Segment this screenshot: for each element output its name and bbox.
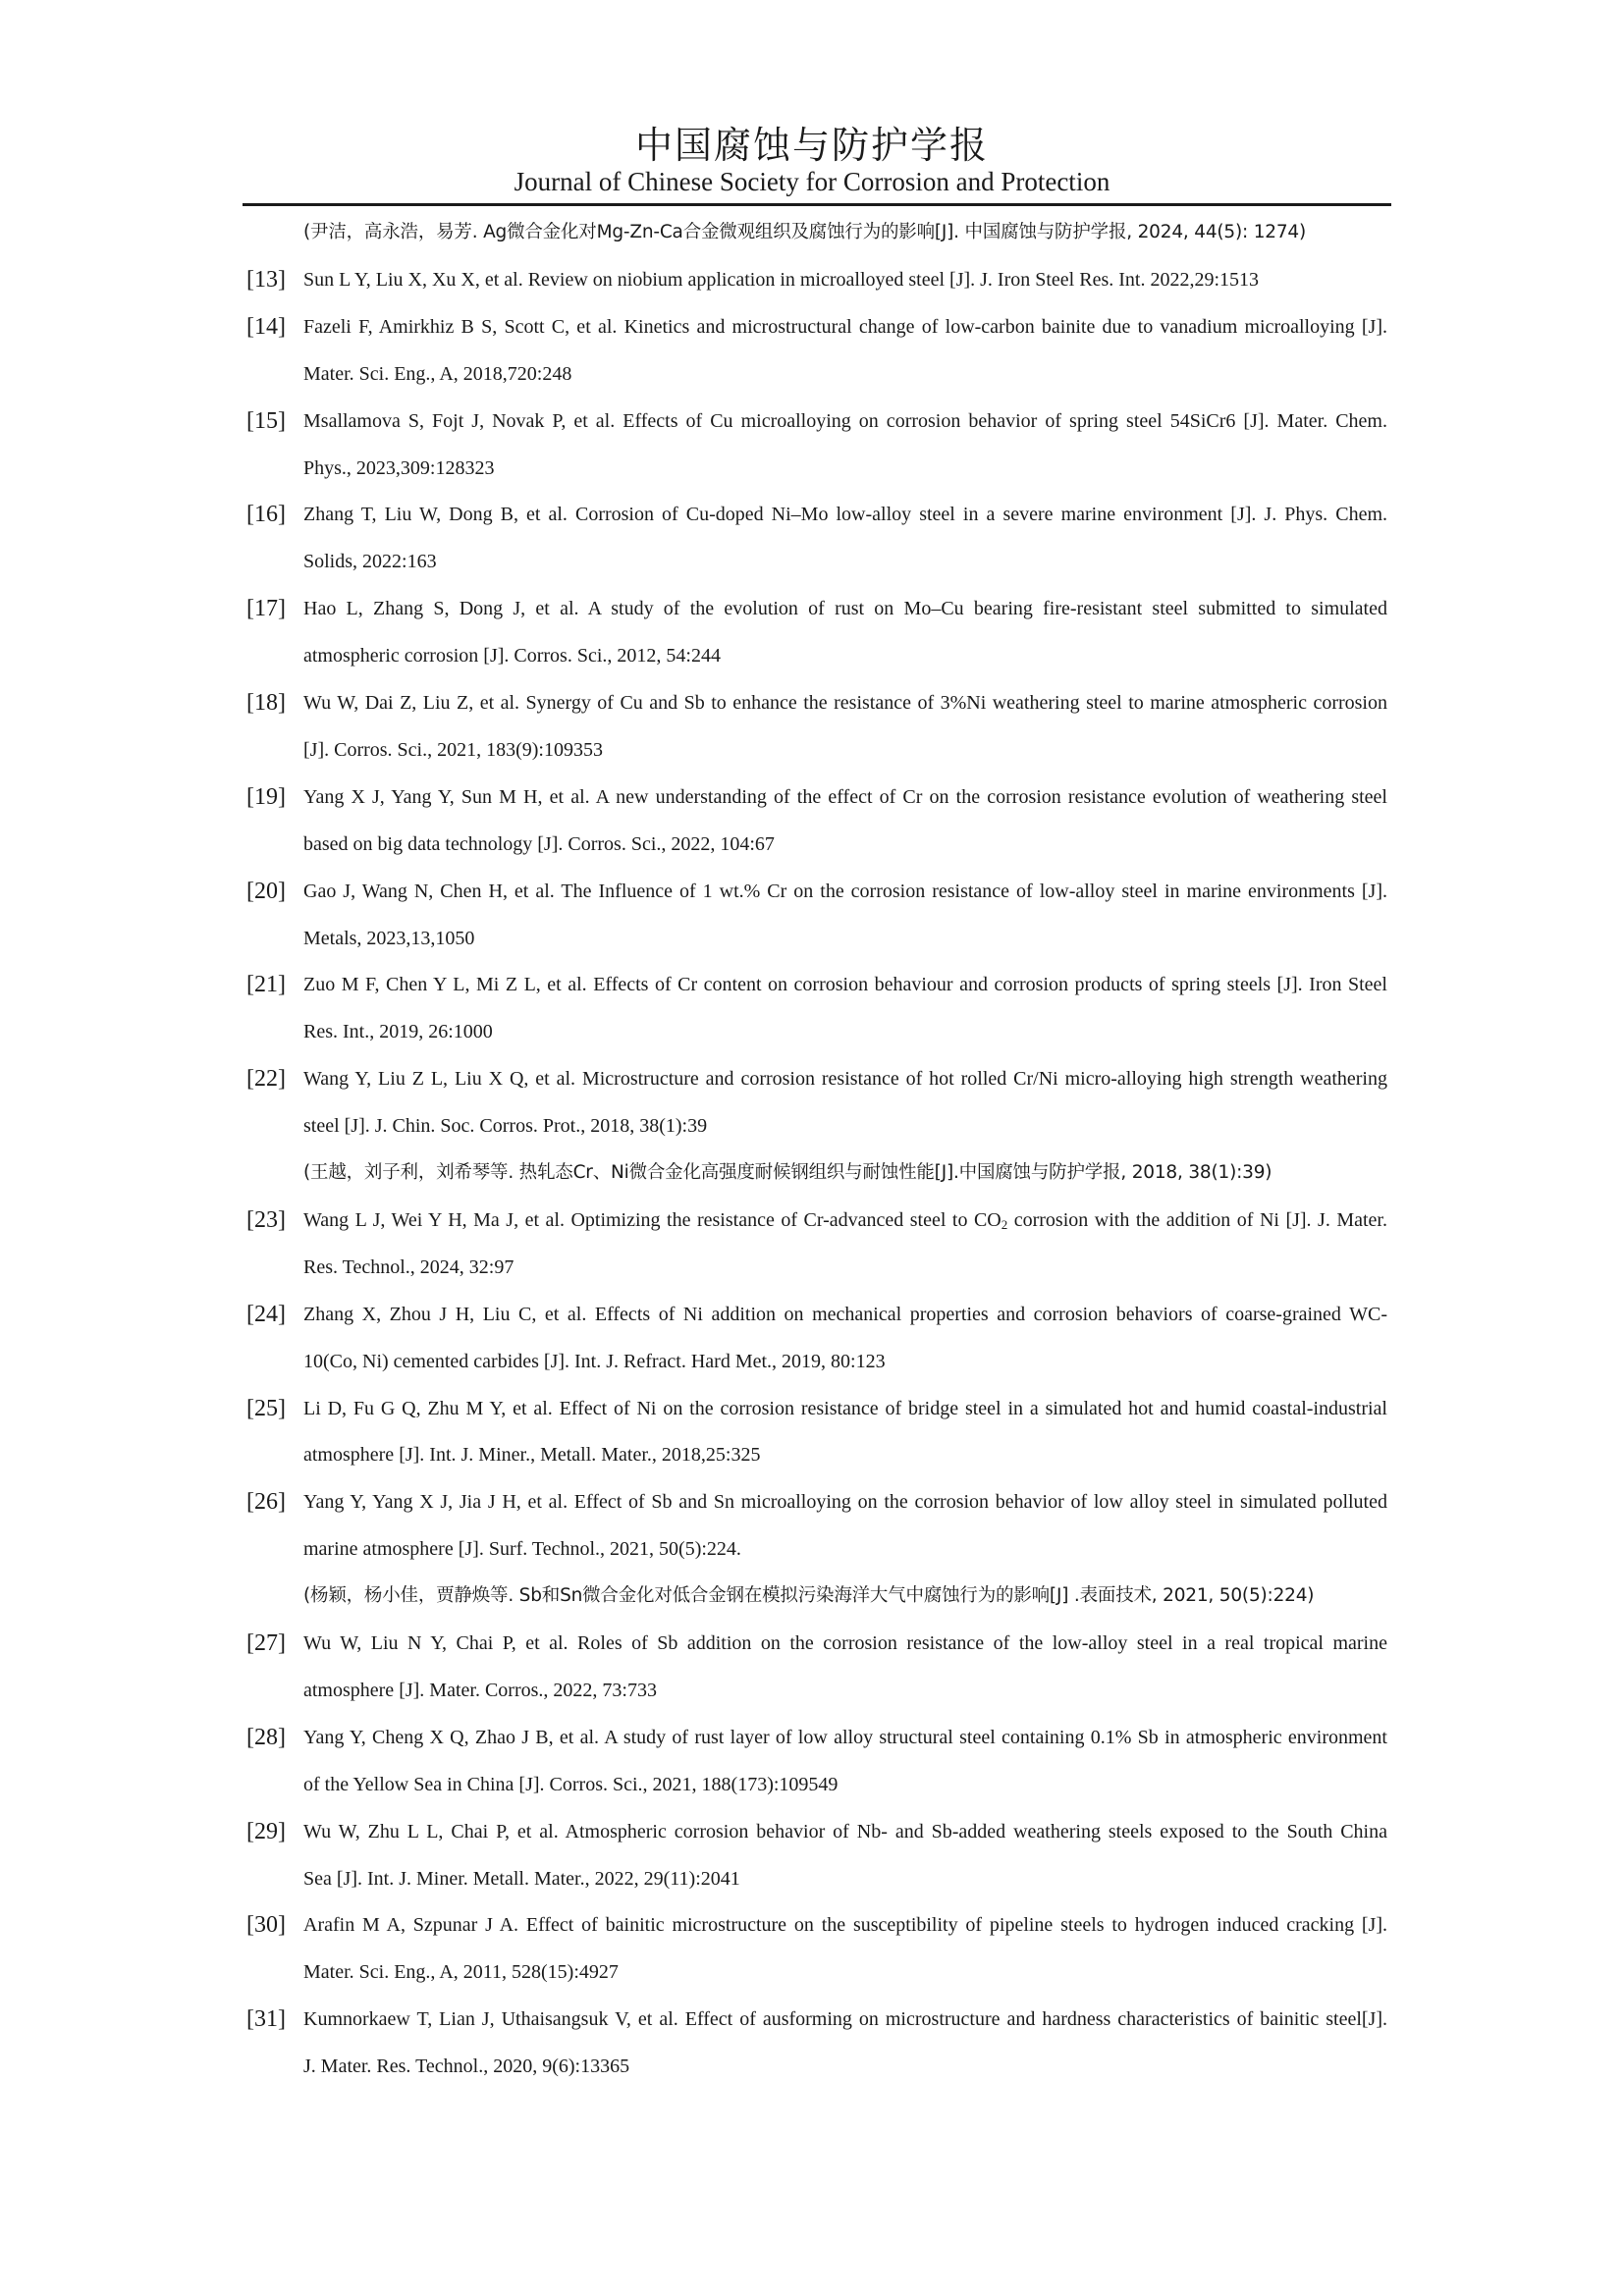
reference-number: [15]	[246, 407, 286, 434]
reference-number: [24]	[246, 1301, 286, 1327]
reference-line: J. Mater. Res. Technol., 2020, 9(6):13365	[303, 2056, 630, 2078]
reference-line: Zuo M F, Chen Y L, Mi Z L, et al. Effects of Cr content on corrosion behaviour and corrosion products of spring steels [J]. Iron Steel	[303, 974, 1387, 996]
reference-line: steel [J]. J. Chin. Soc. Corros. Prot., 2018, 38(1):39	[303, 1115, 708, 1138]
reference-number: [17]	[246, 596, 286, 622]
reference-number: [30]	[246, 1912, 286, 1939]
reference-line: [J]. Corros. Sci., 2021, 183(9):109353	[303, 738, 603, 761]
reference-number: [19]	[246, 783, 286, 810]
subscript: 2	[1001, 1216, 1008, 1232]
reference-number: [14]	[246, 313, 286, 340]
reference-line: Phys., 2023,309:128323	[303, 456, 495, 479]
reference-line: atmosphere [J]. Int. J. Miner., Metall. Mater., 2018,25:325	[303, 1444, 761, 1467]
reference-line: Zhang X, Zhou J H, Liu C, et al. Effects of Ni addition on mechanical properties and corrosion behaviors of coarse-grained WC-	[303, 1303, 1387, 1325]
reference-line: Metals, 2023,13,1050	[303, 927, 475, 949]
reference-line: (尹洁，高永浩，易芳. Ag微合金化对Mg-Zn-Ca合金微观组织及腐蚀行为的影响[J]. 中国腐蚀与防护学报, 2024, 44(5): 1274)	[303, 222, 1307, 242]
reference-line: Gao J, Wang N, Chen H, et al. The Influence of 1 wt.% Cr on the corrosion resistance of low-alloy steel in marine environments [J].	[303, 880, 1387, 902]
reference-line: Yang Y, Cheng X Q, Zhao J B, et al. A study of rust layer of low alloy structural steel containing 0.1% Sb in atmospheric environment	[303, 1726, 1387, 1748]
reference-line: Msallamova S, Fojt J, Novak P, et al. Effects of Cu microalloying on corrosion behavior of spring steel 54SiCr6 [J]. Mater. Chem.	[303, 409, 1387, 432]
reference-text: corrosion with the addition of Ni [J]. J. Mater.	[1007, 1208, 1387, 1231]
reference-number: [21]	[246, 972, 286, 998]
reference-line: Kumnorkaew T, Lian J, Uthaisangsuk V, et al. Effect of ausforming on microstructure and hardness characteristics of bainitic steel[J].	[303, 2008, 1387, 2031]
reference-line: Zhang T, Liu W, Dong B, et al. Corrosion of Cu-doped Ni–Mo low-alloy steel in a severe marine environment [J]. J. Phys. Chem.	[303, 504, 1387, 526]
reference-line: Wu W, Zhu L L, Chai P, et al. Atmospheric corrosion behavior of Nb- and Sb-added weathering steels exposed to the South China	[303, 1820, 1387, 1842]
reference-line: Li D, Fu G Q, Zhu M Y, et al. Effect of Ni on the corrosion resistance of bridge steel in a simulated hot and humid coastal-industrial	[303, 1397, 1387, 1419]
reference-line: atmosphere [J]. Mater. Corros., 2022, 73:733	[303, 1679, 657, 1701]
reference-line: Wang Y, Liu Z L, Liu X Q, et al. Microstructure and corrosion resistance of hot rolled Cr/Ni micro-alloying high strength weathering	[303, 1068, 1387, 1091]
reference-line: Res. Int., 2019, 26:1000	[303, 1021, 493, 1043]
reference-number: [27]	[246, 1630, 286, 1656]
reference-line: based on big data technology [J]. Corros. Sci., 2022, 104:67	[303, 832, 775, 855]
reference-line: Wu W, Liu N Y, Chai P, et al. Roles of Sb addition on the corrosion resistance of the low-alloy steel in a real tropical marine	[303, 1632, 1387, 1654]
reference-number: [29]	[246, 1818, 286, 1844]
reference-line: marine atmosphere [J]. Surf. Technol., 2021, 50(5):224.	[303, 1538, 741, 1561]
reference-number: [18]	[246, 690, 286, 716]
reference-line: Sun L Y, Liu X, Xu X, et al. Review on niobium application in microalloyed steel [J]. J. Iron Steel Res. Int. 2022,29:1513	[303, 268, 1260, 291]
reference-number: [31]	[246, 2006, 286, 2033]
reference-line: Res. Technol., 2024, 32:97	[303, 1255, 514, 1278]
reference-number: [25]	[246, 1395, 286, 1421]
reference-line: 10(Co, Ni) cemented carbides [J]. Int. J. Refract. Hard Met., 2019, 80:123	[303, 1350, 886, 1372]
header-rule	[243, 203, 1391, 206]
reference-line: of the Yellow Sea in China [J]. Corros. Sci., 2021, 188(173):109549	[303, 1773, 839, 1795]
reference-number: [26]	[246, 1489, 286, 1516]
reference-line: Wu W, Dai Z, Liu Z, et al. Synergy of Cu and Sb to enhance the resistance of 3%Ni weathering steel to marine atmospheric corrosion	[303, 692, 1387, 714]
reference-line: Sea [J]. Int. J. Miner. Metall. Mater., 2022, 29(11):2041	[303, 1867, 740, 1890]
reference-line: Solids, 2022:163	[303, 551, 437, 573]
reference-number: [22]	[246, 1066, 286, 1093]
reference-line	[303, 1207, 1387, 1233]
reference-line: Mater. Sci. Eng., A, 2011, 528(15):4927	[303, 1961, 619, 1984]
reference-line: Fazeli F, Amirkhiz B S, Scott C, et al. Kinetics and microstructural change of low-carbon bainite due to vanadium microalloying [J].	[303, 315, 1387, 338]
reference-number: [16]	[246, 502, 286, 528]
reference-line: atmospheric corrosion [J]. Corros. Sci., 2012, 54:244	[303, 645, 721, 667]
reference-line: Yang Y, Yang X J, Jia J H, et al. Effect of Sb and Sn microalloying on the corrosion behavior of low alloy steel in simulated polluted	[303, 1491, 1387, 1514]
reference-number: [20]	[246, 878, 286, 904]
reference-number: [28]	[246, 1724, 286, 1750]
reference-line: (王越，刘子利，刘希琴等. 热轧态Cr、Ni微合金化高强度耐候钢组织与耐蚀性能[J].中国腐蚀与防护学报, 2018, 38(1):39)	[303, 1162, 1272, 1183]
reference-line: (杨颖，杨小佳，贾静焕等. Sb和Sn微合金化对低合金钢在模拟污染海洋大气中腐蚀行为的影响[J] .表面技术, 2021, 50(5):224)	[303, 1585, 1315, 1607]
reference-line: Hao L, Zhang S, Dong J, et al. A study of the evolution of rust on Mo–Cu bearing fire-resistant steel submitted to simulated	[303, 598, 1387, 620]
reference-line: Arafin M A, Szpunar J A. Effect of bainitic microstructure on the susceptibility of pipeline steels to hydrogen induced cracking [J].	[303, 1914, 1387, 1937]
reference-number: [23]	[246, 1206, 286, 1233]
reference-line: Mater. Sci. Eng., A, 2018,720:248	[303, 362, 572, 385]
reference-text: Wang L J, Wei Y H, Ma J, et al. Optimizing the resistance of Cr-advanced steel to CO	[303, 1208, 1001, 1231]
reference-number: [13]	[246, 266, 286, 293]
reference-line: Yang X J, Yang Y, Sun M H, et al. A new understanding of the effect of Cr on the corrosion resistance evolution of weathering steel	[303, 785, 1387, 808]
journal-title-english: Journal of Chinese Society for Corrosion and Protection	[514, 167, 1110, 196]
journal-title-chinese: 中国腐蚀与防护学报	[634, 124, 989, 167]
